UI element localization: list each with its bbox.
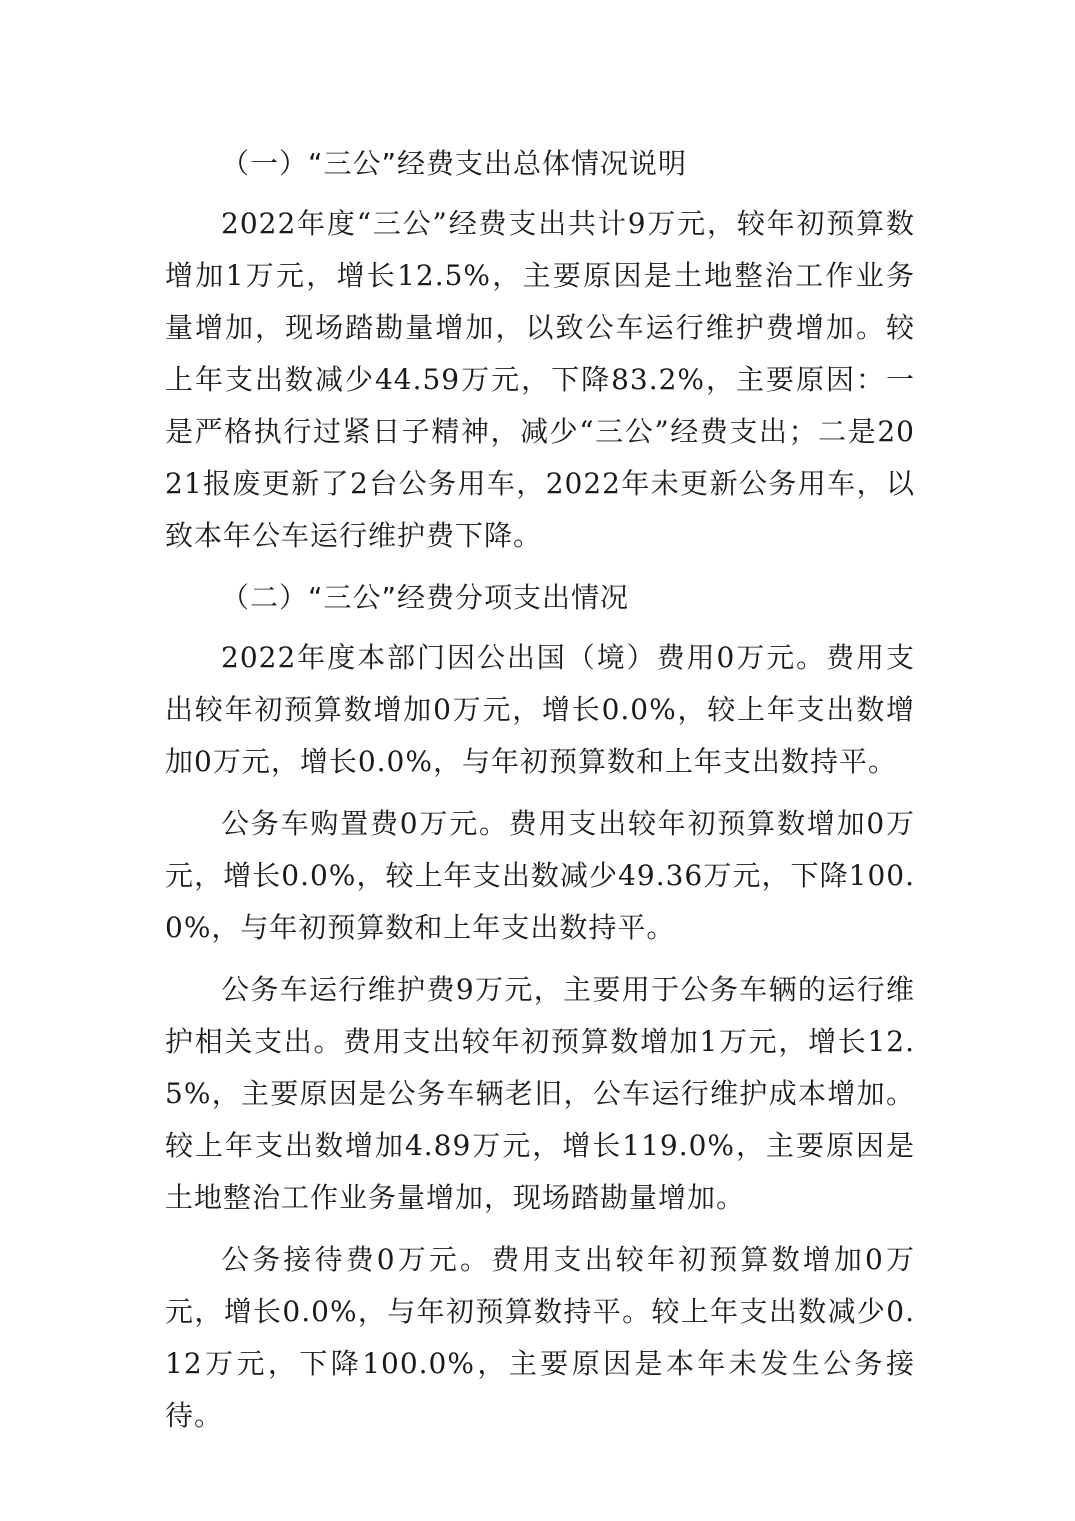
document-body [165,138,915,1452]
section-2-heading: （二）“三公”经费分项支出情况 [221,581,630,614]
section-1-paragraph: 2022年度“三公”经费支出共计9万元，较年初预算数增加1万元，增长12.5%，主要原因是土地整治工作业务量增加，现场踏勘量增加，以致公车运行维护费增加。较上年支出数减少44.59万元，下降83.2%，主要原因：一是严格执行过紧日子精神，减少“三公”经费支出；二是2021报废更新了2台公务用车，2022年未更新公务用车，以致本年公车运行维护费下降。 [165,207,915,552]
vehicle-purchase-paragraph: 公务车购置费0万元。费用支出较年初预算数增加0万元，增长0.0%，较上年支出数减少49.36万元，下降100.0%，与年初预算数和上年支出数持平。 [165,807,915,944]
section-1-heading: （一）“三公”经费支出总体情况说明 [221,147,688,180]
vehicle-maintenance-paragraph: 公务车运行维护费9万元，主要用于公务车辆的运行维护相关支出。费用支出较年初预算数增加1万元，增长12.5%，主要原因是公务车辆老旧，公车运行维护成本增加。较上年支出数增加4.89万元，增长119.0%，主要原因是土地整治工作业务量增加，现场踏勘量增加。 [165,973,915,1214]
travel-abroad-paragraph: 2022年度本部门因公出国（境）费用0万元。费用支出较年初预算数增加0万元，增长0.0%，较上年支出数增加0万元，增长0.0%，与年初预算数和上年支出数持平。 [165,641,915,778]
reception-paragraph: 公务接待费0万元。费用支出较年初预算数增加0万元，增长0.0%，与年初预算数持平。较上年支出数减少0.12万元，下降100.0%，主要原因是本年未发生公务接待。 [165,1243,915,1432]
